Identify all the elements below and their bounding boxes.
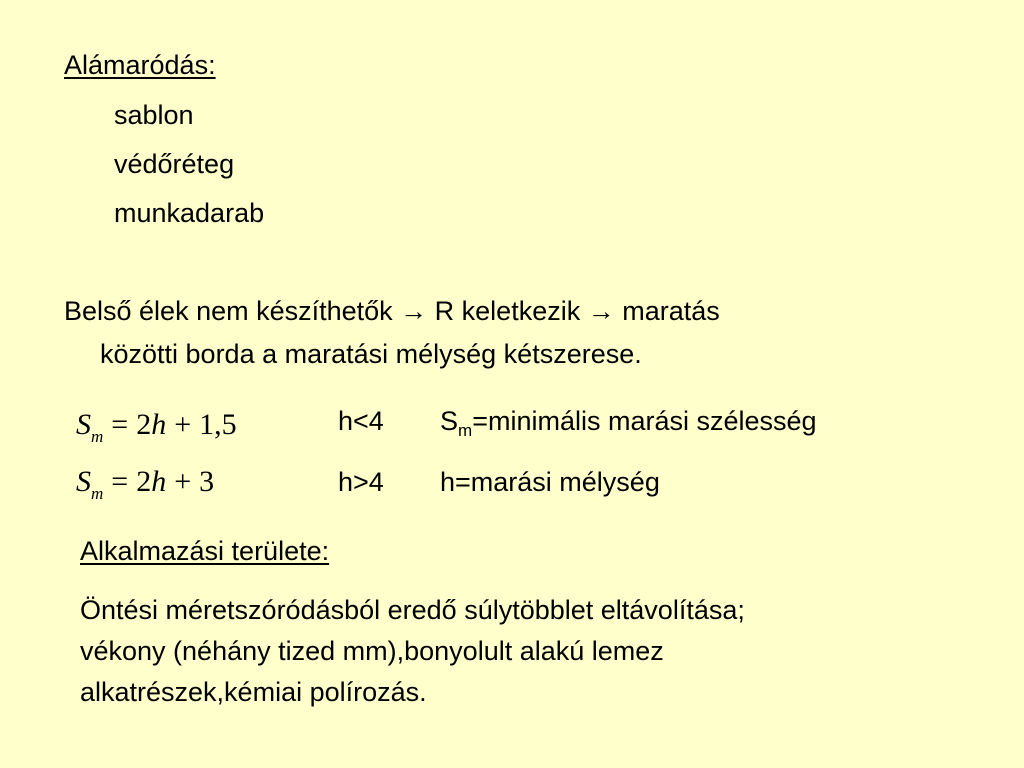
application-line: Öntési méretszóródásból eredő súlytöbblet eltávolítása;	[80, 595, 745, 625]
definition-text: =minimális marási szélesség	[472, 406, 817, 436]
formula-symbol: S	[76, 465, 91, 498]
definition-symbol: S	[440, 406, 459, 436]
formula-plus: +	[174, 465, 192, 498]
formula-equals: =	[111, 408, 129, 441]
formula-plus: +	[174, 408, 192, 441]
formula-constant: 3	[199, 465, 215, 498]
formula-variable: h	[151, 465, 167, 498]
layer-item: munkadarab	[114, 198, 265, 228]
condition-1: h<4	[338, 406, 384, 436]
formula-coefficient: 2	[136, 408, 152, 441]
formula-constant: 1,5	[199, 408, 237, 441]
formula-2	[76, 466, 214, 510]
application-heading: Alkalmazási területe:	[80, 536, 330, 566]
formula-coefficient: 2	[136, 465, 152, 498]
formula-variable: h	[151, 408, 167, 441]
statement-line-1: Belső élek nem készíthetők → R keletkezik → maratás	[64, 296, 720, 326]
application-line: alkatrészek,kémiai polírozás.	[80, 677, 427, 707]
formula-1	[76, 409, 237, 453]
definition-h: h=marási mélység	[440, 467, 660, 497]
formula-equals: =	[111, 465, 129, 498]
heading-alamarodas: Alámaródás:	[64, 50, 216, 80]
formula-symbol: S	[76, 408, 91, 441]
layer-item: védőréteg	[114, 149, 235, 179]
application-line: vékony (néhány tized mm),bonyolult alakú lemez	[80, 636, 664, 666]
condition-2: h>4	[338, 467, 384, 497]
statement-line-2: közötti borda a maratási mélység kétszerese.	[100, 339, 642, 369]
formula-subscript: m	[91, 484, 104, 503]
definition-subscript: m	[458, 421, 473, 440]
layer-item: sablon	[114, 100, 194, 130]
definition-sm	[440, 405, 817, 447]
formula-subscript: m	[91, 427, 104, 446]
